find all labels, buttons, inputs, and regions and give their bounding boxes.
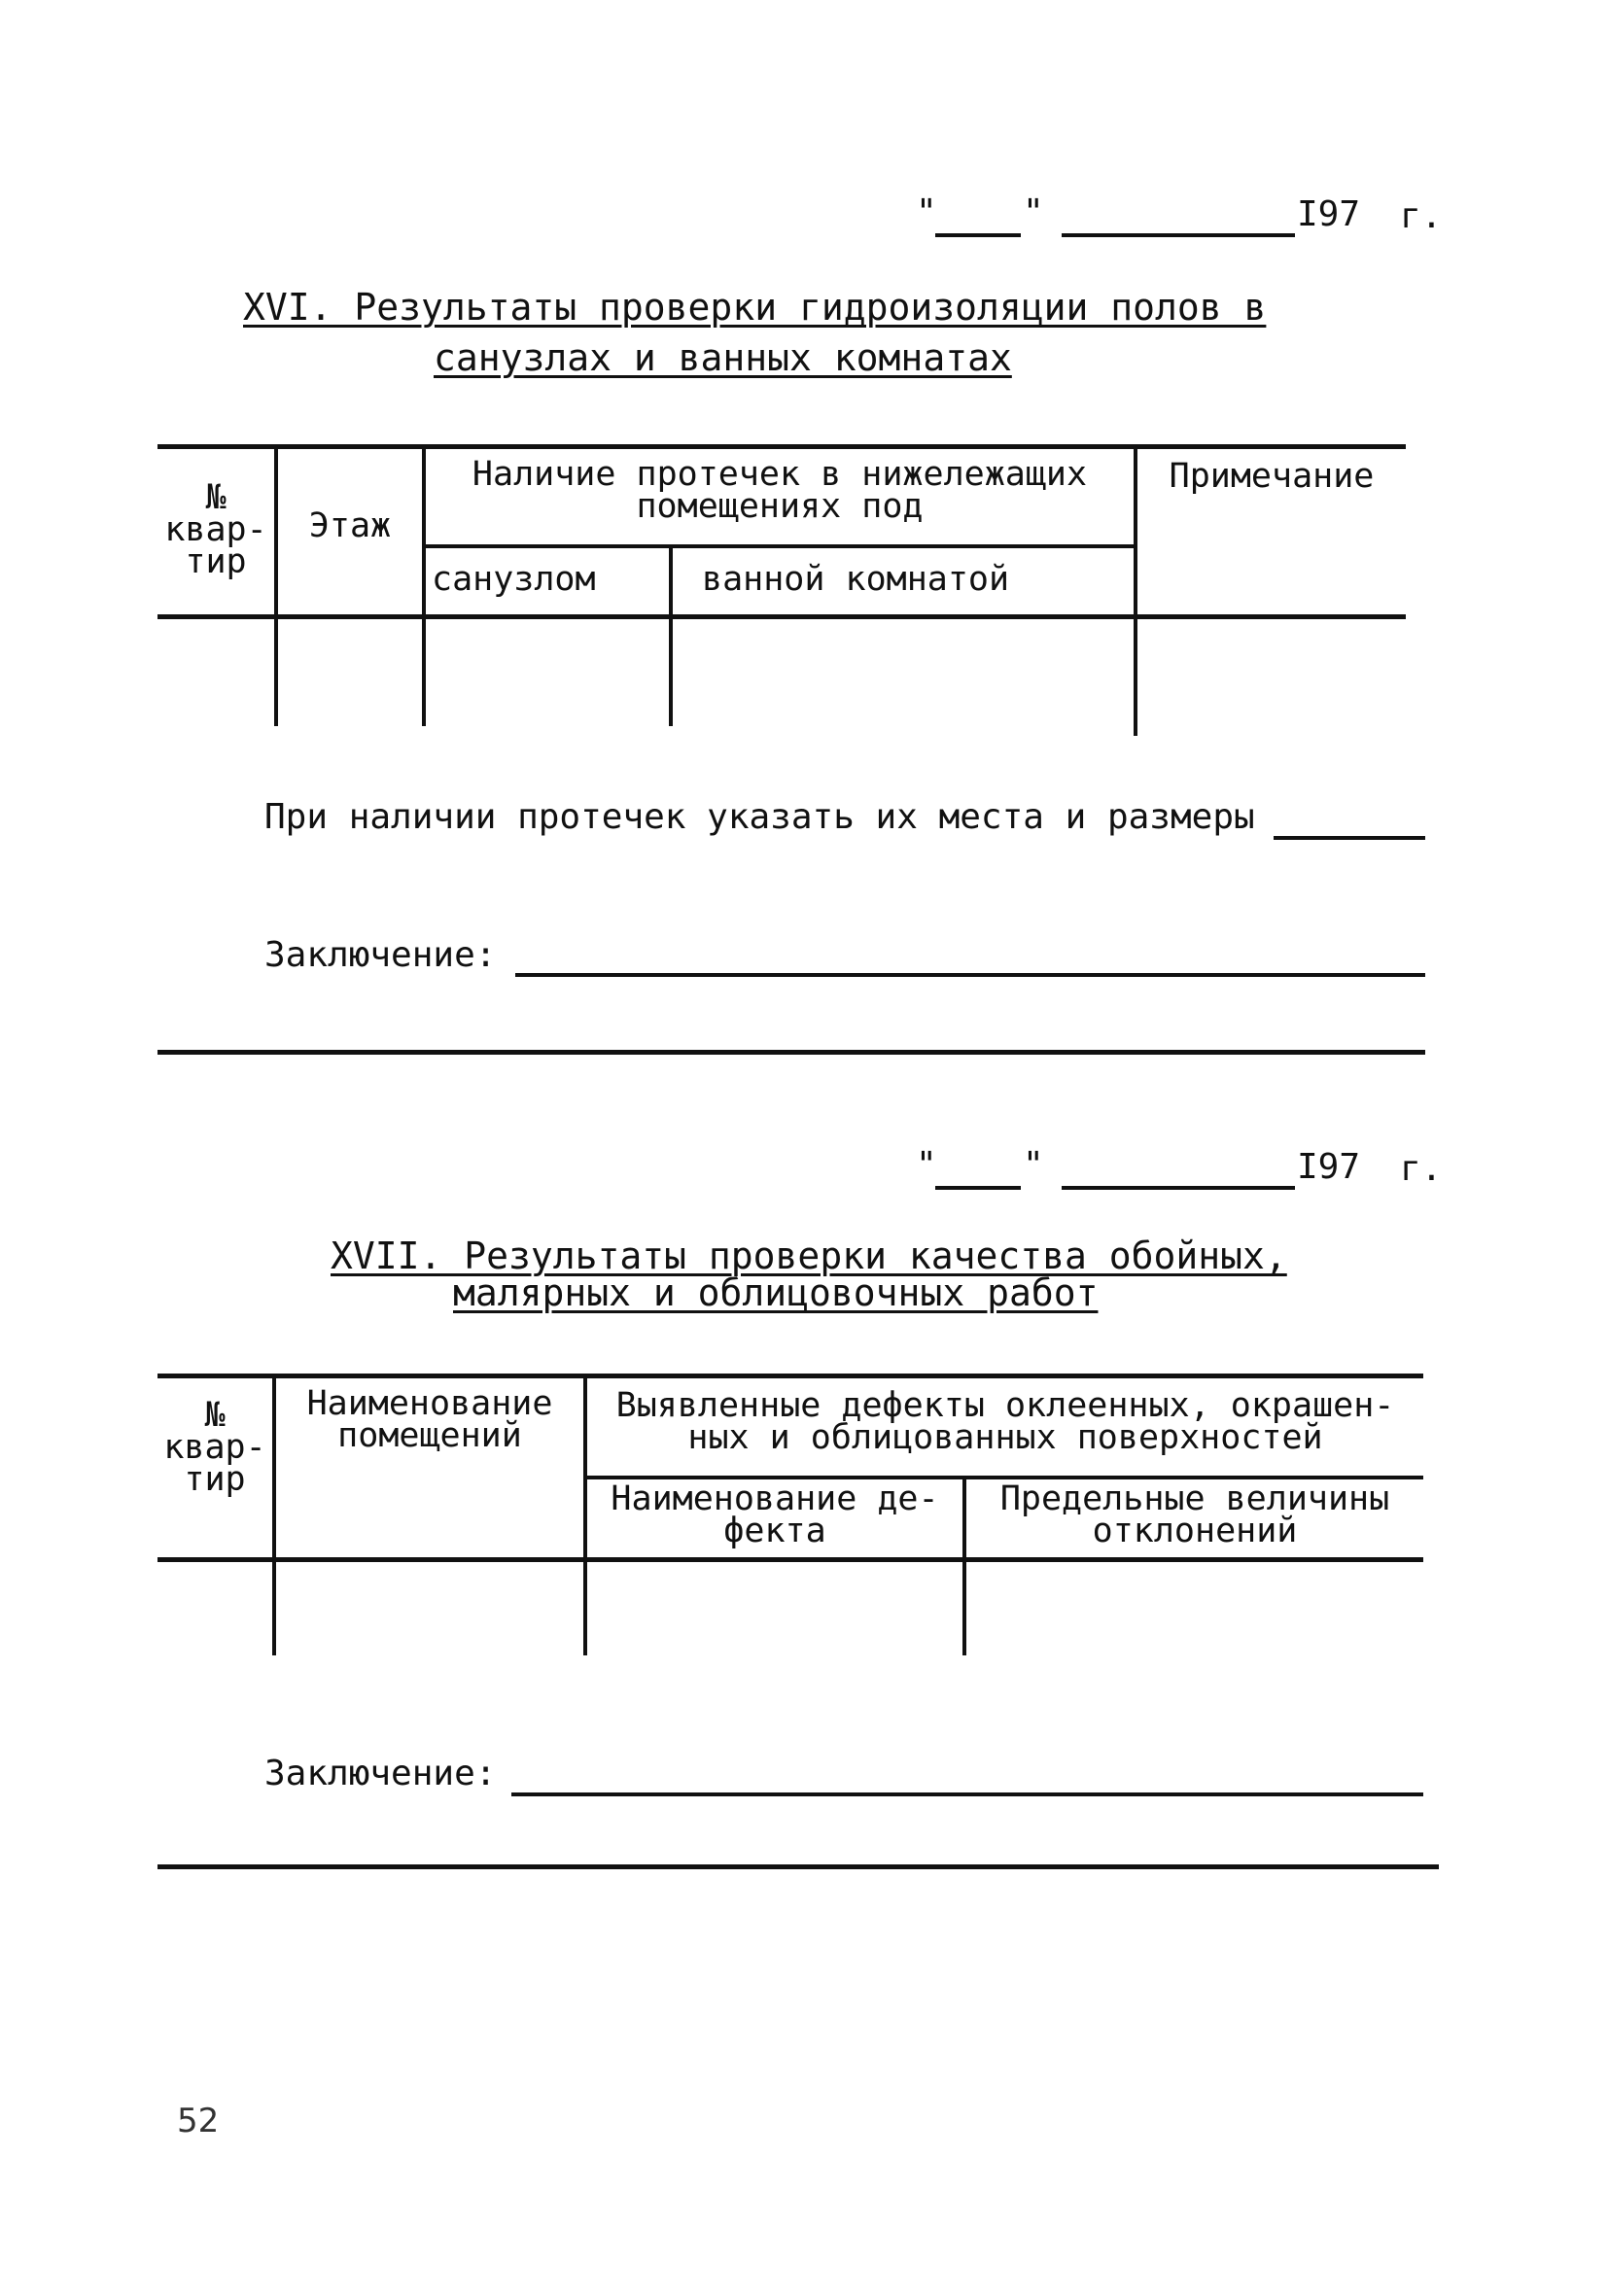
table-cell-empty[interactable] — [280, 622, 420, 719]
date-quote-open: " — [916, 192, 937, 232]
date-quote-open: " — [916, 1145, 937, 1185]
col-deviation-limits-header: Предельные величины отклонений — [999, 1479, 1390, 1550]
section-16-title-line1: XVI. Результаты проверки гидроизоляции полов в — [243, 286, 1267, 329]
table-cell-empty[interactable] — [1139, 622, 1402, 719]
table-col-divider — [274, 444, 278, 726]
col-apartment-number-header: № квар- тир — [163, 1396, 266, 1499]
table-cell-empty[interactable] — [589, 1565, 961, 1652]
col-floor-header: Этаж — [308, 506, 392, 545]
table-cell-empty[interactable] — [278, 1565, 581, 1652]
date-year: I97 — [1297, 194, 1361, 234]
date-quote-close: " — [1023, 1145, 1044, 1185]
table-subheader-rule — [422, 544, 1137, 548]
leak-details-blank[interactable] — [1274, 836, 1425, 840]
table-cell-empty[interactable] — [675, 622, 1132, 719]
date-year-suffix: г. — [1400, 196, 1443, 236]
date-day-blank[interactable] — [935, 1186, 1021, 1190]
col-defects-header: Выявленные дефекты оклеенных, окрашен- ных и облицованных поверхностей — [615, 1386, 1395, 1457]
date-year: I97 — [1297, 1147, 1361, 1187]
page-number: 52 — [177, 2102, 220, 2140]
col-apartment-number-header: № квар- тир — [164, 478, 267, 581]
conclusion-blank-line2[interactable] — [157, 1864, 1439, 1869]
col-leaks-header: Наличие протечек в нижележащих помещениях под — [472, 455, 1088, 526]
date-year-suffix: г. — [1400, 1149, 1443, 1189]
conclusion-blank-line2[interactable] — [157, 1050, 1425, 1055]
date-month-blank[interactable] — [1062, 233, 1295, 237]
conclusion-blank-line1[interactable] — [511, 1792, 1423, 1796]
table-top-rule — [157, 444, 1406, 449]
table-cell-empty[interactable] — [161, 1565, 270, 1652]
date-day-blank[interactable] — [935, 233, 1021, 237]
col-note-header: Примечание — [1169, 457, 1375, 496]
table-cell-empty[interactable] — [161, 622, 272, 719]
section-17-title-line2: малярных и облицовочных работ — [453, 1271, 1099, 1314]
table-cell-empty[interactable] — [428, 622, 667, 719]
date-month-blank[interactable] — [1062, 1186, 1295, 1190]
conclusion-label: Заключение: — [264, 935, 497, 975]
conclusion-label: Заключение: — [264, 1754, 497, 1793]
col-defect-name-header: Наименование де- фекта — [611, 1479, 939, 1550]
table-cell-empty[interactable] — [968, 1565, 1421, 1652]
table-top-rule — [157, 1374, 1423, 1378]
section-17-title-line1: XVII. Результаты проверки качества обойных, — [331, 1235, 1287, 1277]
table-header-rule — [157, 1557, 1423, 1562]
col-leaks-bathroom-header: санузлом — [432, 560, 596, 599]
col-room-name-header: Наименование помещений — [306, 1384, 553, 1455]
col-leaks-bath-room-header: ванной комнатой — [702, 560, 1010, 599]
section-16-title-line2: санузлах и ванных комнатах — [434, 336, 1012, 379]
conclusion-blank-line1[interactable] — [515, 973, 1425, 977]
table-col-divider — [669, 546, 673, 726]
leak-instruction-text: При наличии протечек указать их места и размеры — [264, 797, 1255, 837]
table-header-rule — [157, 614, 1406, 619]
date-quote-close: " — [1023, 192, 1044, 232]
